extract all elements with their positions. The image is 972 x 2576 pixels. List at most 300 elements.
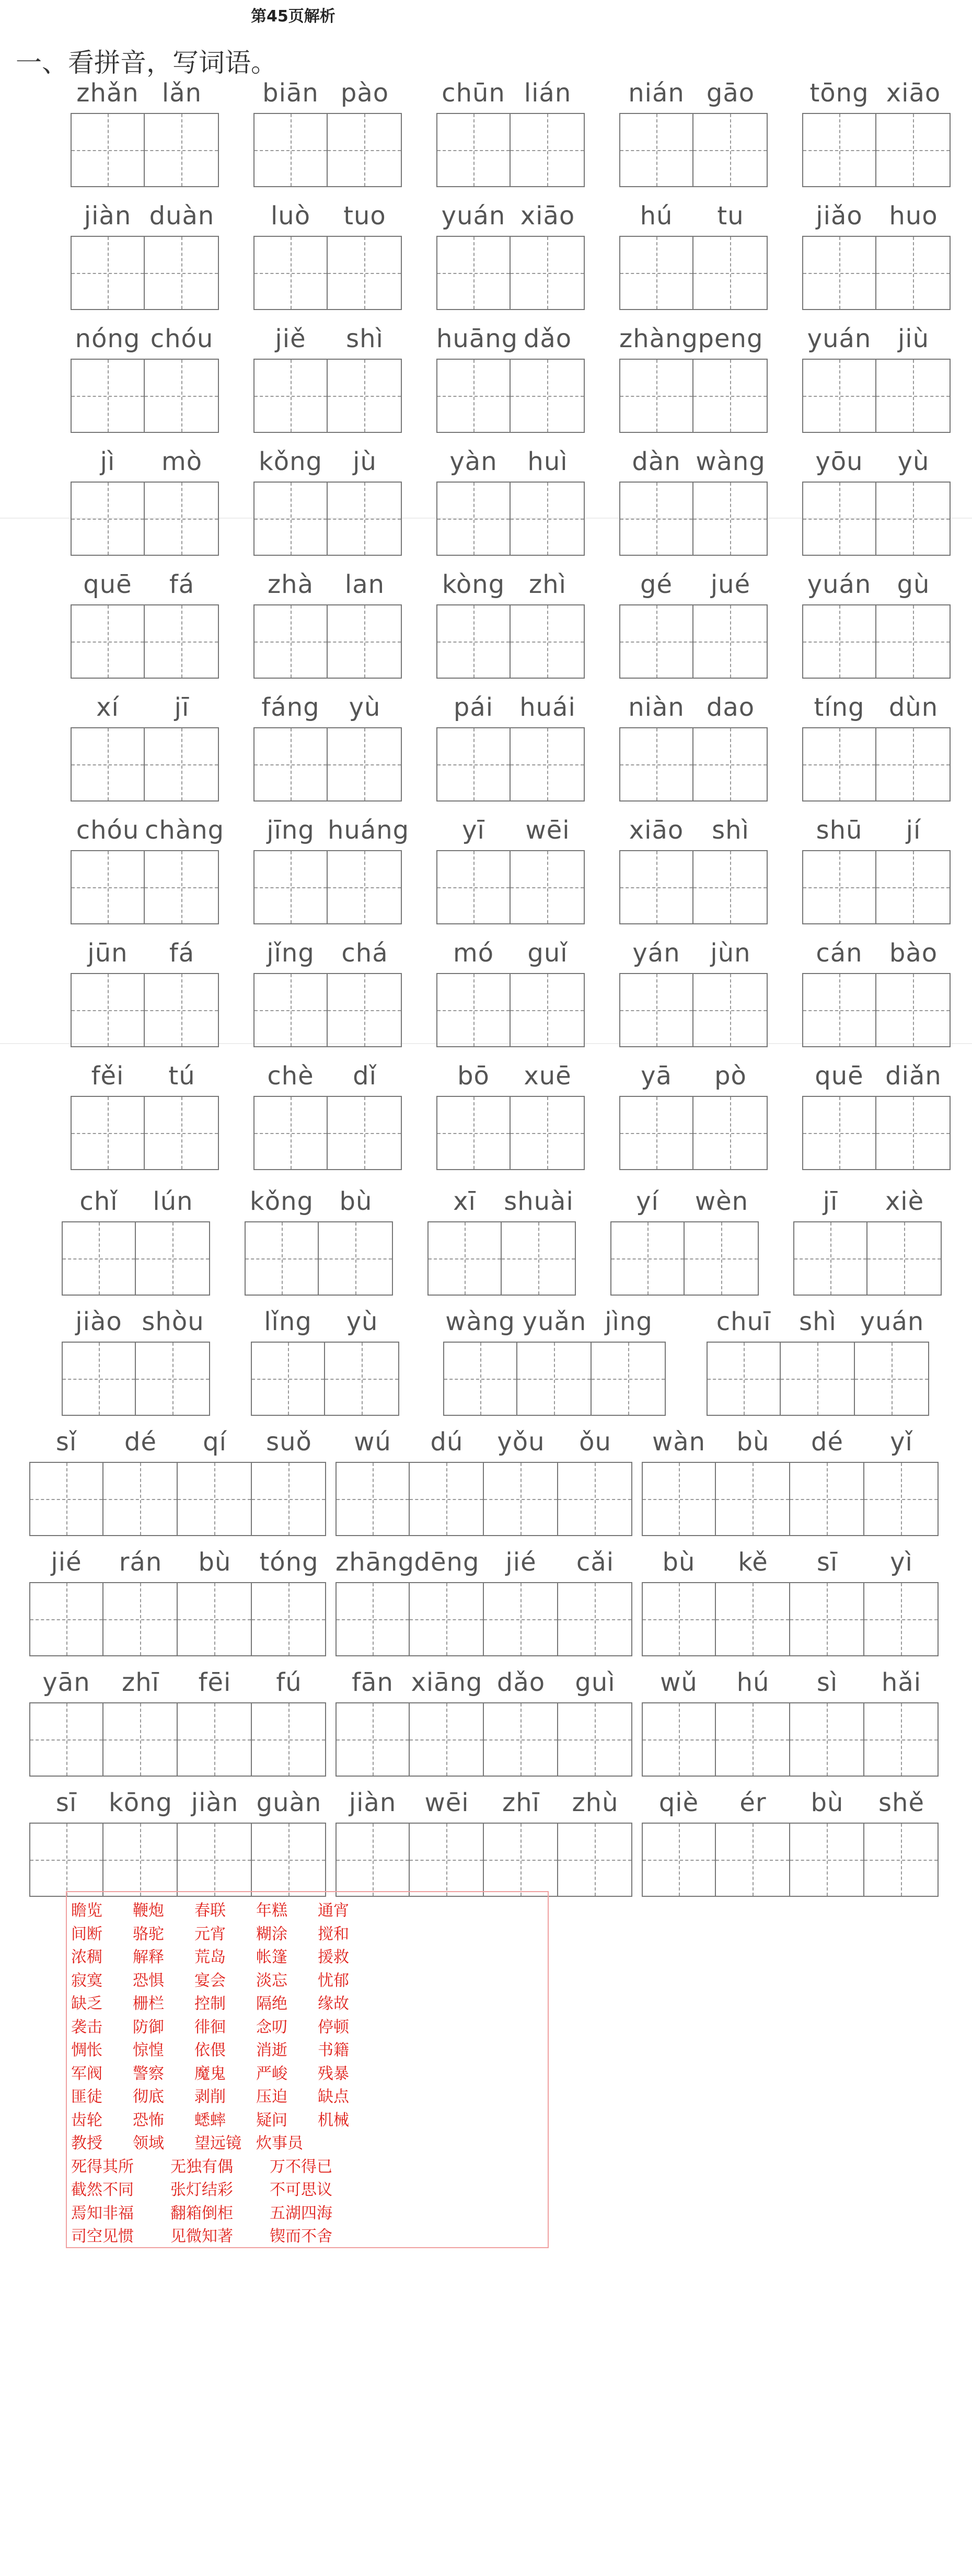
writing-grid-box [876,604,951,679]
grid-guide-vertical [181,114,182,186]
pinyin-syllable: jiě [275,324,306,353]
writing-grid-box [484,1582,558,1656]
pinyin-word [802,1061,951,1170]
pinyin-syllable: wàn [652,1427,706,1457]
answer-word: 搅和 [318,1925,349,1943]
grid-guide-vertical [99,1343,100,1415]
writing-grid-box [253,604,328,679]
pinyin-syllable: huo [889,201,938,231]
pinyin-word [71,570,219,679]
answer-word: 匪徒 [71,2088,102,2106]
grid-guide-vertical [827,1583,828,1655]
pinyin-syllable: jiào [75,1307,122,1336]
pinyin-word [619,570,768,679]
pinyin-syllable: yān [42,1668,90,1697]
pinyin-syllable: wèn [695,1187,749,1216]
grid-guide-vertical [108,974,109,1046]
pinyin-syllable: dǐ [353,1061,377,1091]
pinyin-word [436,570,585,679]
pinyin-syllable: quē [83,570,132,599]
pinyin-word [71,324,219,433]
pinyin-syllable: fān [352,1668,394,1697]
grid-guide-vertical [373,1463,374,1535]
writing-grid-box [29,1702,103,1777]
writing-grid-box [610,1221,685,1296]
writing-grid-box [328,113,402,187]
pinyin-syllable: jùn [710,938,751,968]
writing-grid-box [252,1462,326,1536]
answer-panel [66,1891,549,2248]
grid-guide-vertical [473,728,475,800]
pinyin-word [251,1307,399,1416]
pinyin-syllable: bù [339,1187,373,1216]
pinyin-word [427,1187,576,1296]
pinyin-syllable: bù [198,1548,232,1577]
answer-word: 年糕 [256,1902,287,1920]
pinyin-syllable: dǎo [523,324,572,353]
writing-grid-box [325,1342,399,1416]
grid-guide-vertical [473,483,475,555]
writing-grid-box [145,973,219,1047]
writing-grid-box [484,1702,558,1777]
grid-guide-vertical [656,483,657,555]
writing-grid-box [502,1221,576,1296]
writing-grid-box [62,1342,136,1416]
pinyin-word [619,201,768,310]
writing-grid-box [328,727,402,802]
grid-guide-vertical [108,728,109,800]
grid-guide-vertical [547,114,548,186]
pinyin-syllable: jiǎo [816,201,863,231]
grid-guide-vertical [373,1583,374,1655]
writing-grid-box [178,1462,252,1536]
pinyin-syllable: zhī [502,1788,540,1817]
grid-guide-vertical [465,1222,466,1295]
writing-grid-box [136,1342,210,1416]
answer-word: 截然不同 [71,2181,134,2199]
pinyin-syllable: bù [662,1548,696,1577]
pinyin-word [619,693,768,802]
writing-grid-box [436,1096,511,1170]
pinyin-syllable: yù [346,1307,378,1336]
writing-grid-box [592,1342,666,1416]
writing-grid-box [693,727,768,802]
writing-grid-box [319,1221,393,1296]
grid-guide-vertical [839,483,840,555]
grid-guide-vertical [364,237,365,309]
answer-word: 教授 [71,2134,102,2153]
answer-word: 栅栏 [133,1995,164,2013]
pinyin-syllable: jūn [87,938,128,968]
pinyin-syllable: shū [816,816,863,845]
pinyin-syllable: lún [153,1187,193,1216]
grid-guide-vertical [753,1703,754,1776]
grid-guide-vertical [839,728,840,800]
pinyin-word [253,447,402,556]
answer-word: 恐惧 [133,1971,164,1990]
pinyin-word [436,78,585,187]
writing-grid-box [716,1823,790,1897]
grid-guide-vertical [892,1343,893,1415]
grid-guide-vertical [839,851,840,923]
writing-grid-box [62,1221,136,1296]
pinyin-syllable: bù [736,1427,770,1457]
grid-guide-vertical [473,1097,475,1169]
writing-grid-box [511,727,585,802]
pinyin-word [71,938,219,1047]
grid-guide-vertical [656,114,657,186]
answer-word: 消逝 [256,2041,287,2059]
pinyin-word [619,938,768,1047]
pinyin-syllable: dé [811,1427,843,1457]
pinyin-syllable: wēi [525,816,570,845]
answer-word: 不可思议 [270,2181,332,2199]
grid-guide-vertical [721,1222,722,1295]
writing-grid-box [802,359,876,433]
pinyin-syllable: wàng [445,1307,515,1336]
pinyin-word [436,816,585,924]
writing-grid-box [693,113,768,187]
writing-grid-box [436,113,511,187]
pinyin-syllable: qí [203,1427,227,1457]
pinyin-syllable: qiè [658,1788,699,1817]
writing-grid-box [511,113,585,187]
pinyin-syllable: xiāo [886,78,941,108]
pinyin-word [71,1061,219,1170]
pinyin-syllable: xī [453,1187,476,1216]
grid-guide-vertical [214,1824,215,1896]
pinyin-syllable: yǒu [497,1427,545,1457]
pinyin-word [436,201,585,310]
pinyin-syllable: fěi [91,1061,124,1091]
answer-word: 魔鬼 [194,2064,226,2083]
pinyin-syllable: zhà [267,570,314,599]
writing-grid-box [642,1462,716,1536]
pinyin-word [71,816,225,924]
pinyin-word [29,1427,326,1536]
writing-grid-box [335,1702,410,1777]
grid-guide-vertical [288,1583,290,1655]
grid-guide-vertical [656,360,657,432]
writing-grid-box [335,1462,410,1536]
writing-grid-box [335,1823,410,1897]
pinyin-syllable: guì [575,1668,616,1697]
grid-guide-vertical [181,360,182,432]
answer-word: 锲而不舍 [270,2227,332,2246]
pinyin-word [29,1548,326,1656]
answer-word: 荒岛 [194,1948,226,1966]
pinyin-word [436,693,585,802]
answer-word: 瞻览 [71,1902,102,1920]
pinyin-syllable: yì [890,1548,913,1577]
answer-word: 司空见惯 [71,2227,134,2246]
pinyin-word [802,324,951,433]
pinyin-syllable: tōng [809,78,869,108]
writing-grid-box [693,482,768,556]
answer-word: 解释 [133,1948,164,1966]
answer-word: 惆怅 [71,2041,102,2059]
writing-grid-box [145,604,219,679]
grid-guide-vertical [913,851,914,923]
writing-grid-box [685,1221,759,1296]
grid-guide-vertical [181,974,182,1046]
writing-grid-box [864,1462,939,1536]
grid-guide-vertical [282,1222,283,1295]
grid-guide-vertical [446,1703,447,1776]
writing-grid-box [252,1702,326,1777]
writing-grid-box [410,1823,484,1897]
writing-grid-box [876,236,951,310]
grid-guide-vertical [364,1097,365,1169]
pinyin-syllable: lián [524,78,572,108]
answer-word: 齿轮 [71,2111,102,2130]
grid-guide-vertical [291,360,292,432]
writing-grid-box [802,236,876,310]
pinyin-syllable: wàng [696,447,766,476]
writing-grid-box [802,727,876,802]
grid-guide-vertical [839,974,840,1046]
pinyin-syllable: fú [276,1668,302,1697]
answer-word: 袭击 [71,2018,102,2036]
writing-grid-box [410,1462,484,1536]
pinyin-syllable: jù [353,447,377,476]
writing-grid-box [328,1096,402,1170]
pinyin-syllable: nóng [75,324,141,353]
answer-word: 军阀 [71,2064,102,2083]
pinyin-syllable: zhì [529,570,566,599]
grid-guide-vertical [473,114,475,186]
pinyin-syllable: chuī [716,1307,771,1336]
pinyin-syllable: chè [267,1061,314,1091]
pinyin-syllable: dēng [414,1548,480,1577]
answer-word: 焉知非福 [71,2204,134,2223]
answer-word: 徘徊 [194,2018,226,2036]
writing-grid-box [484,1823,558,1897]
pinyin-syllable: lǐng [264,1307,312,1336]
writing-grid-box [29,1462,103,1536]
writing-grid-box [642,1582,716,1656]
pinyin-syllable: yàn [449,447,497,476]
grid-guide-vertical [827,1463,828,1535]
grid-guide-vertical [355,1222,356,1295]
grid-guide-vertical [595,1583,596,1655]
answer-word: 依偎 [194,2041,226,2059]
answer-word: 望远镜 [194,2134,241,2153]
pinyin-syllable: diǎn [885,1061,942,1091]
pinyin-word [29,1668,326,1777]
answer-word: 残暴 [318,2064,349,2083]
writing-grid-box [103,1462,178,1536]
grid-guide-vertical [839,360,840,432]
pinyin-word [802,78,951,187]
pinyin-word [436,447,585,556]
writing-grid-box [436,973,511,1047]
pinyin-syllable: wǔ [660,1668,698,1697]
pinyin-syllable: jī [174,693,190,722]
pinyin-syllable: biān [262,78,319,108]
writing-grid-box [802,482,876,556]
pinyin-syllable: zhàng [619,324,698,353]
grid-guide-vertical [364,483,365,555]
grid-guide-vertical [730,483,731,555]
writing-grid-box [251,1342,325,1416]
pinyin-syllable: ér [739,1788,767,1817]
grid-guide-vertical [656,237,657,309]
writing-grid-box [619,727,693,802]
pinyin-syllable: tóng [259,1548,319,1577]
writing-grid-box [436,359,511,433]
pinyin-syllable: jiàn [191,1788,239,1817]
pinyin-word [335,1548,632,1656]
pinyin-syllable: hú [640,201,673,231]
grid-guide-vertical [172,1222,173,1295]
writing-grid-box [103,1702,178,1777]
writing-grid-box [71,113,145,187]
pinyin-syllable: pò [714,1061,747,1091]
writing-grid-box [642,1702,716,1777]
grid-guide-vertical [913,728,914,800]
writing-grid-box [864,1702,939,1777]
answer-word: 援救 [318,1948,349,1966]
pinyin-syllable: huáng [328,816,410,845]
grid-guide-vertical [364,728,365,800]
pinyin-word [71,78,219,187]
answer-word: 机械 [318,2111,349,2130]
grid-guide-vertical [520,1703,522,1776]
pinyin-syllable: kě [738,1548,768,1577]
grid-guide-vertical [839,114,840,186]
grid-guide-vertical [730,1097,731,1169]
grid-guide-vertical [901,1703,902,1776]
answer-word: 控制 [194,1995,226,2013]
writing-grid-box [253,850,328,924]
grid-guide-vertical [108,360,109,432]
pinyin-syllable: xiāng [411,1668,483,1697]
grid-guide-vertical [364,974,365,1046]
pinyin-syllable: dùn [888,693,939,722]
pinyin-syllable: quē [815,1061,864,1091]
writing-grid-box [511,973,585,1047]
answer-word: 春联 [194,1902,226,1920]
answer-word: 通宵 [318,1902,349,1920]
pinyin-word [62,1307,210,1416]
writing-grid-box [693,850,768,924]
writing-grid-box [802,1096,876,1170]
writing-grid-box [558,1582,632,1656]
pinyin-syllable: jiàn [84,201,132,231]
writing-grid-box [619,1096,693,1170]
grid-guide-vertical [181,237,182,309]
answer-word: 念叨 [256,2018,287,2036]
grid-guide-vertical [108,483,109,555]
grid-guide-vertical [181,483,182,555]
grid-guide-vertical [214,1463,215,1535]
grid-guide-vertical [446,1463,447,1535]
answer-word: 鞭炮 [133,1902,164,1920]
grid-guide-vertical [66,1824,67,1896]
pinyin-syllable: hú [736,1668,770,1697]
pinyin-word [619,1061,768,1170]
answer-word: 疑问 [256,2111,287,2130]
writing-grid-box [145,1096,219,1170]
pinyin-syllable: niàn [628,693,685,722]
grid-guide-vertical [66,1583,67,1655]
pinyin-syllable: gāo [706,78,755,108]
writing-grid-box [71,850,145,924]
writing-grid-box [876,482,951,556]
grid-guide-vertical [373,1703,374,1776]
pinyin-syllable: yā [641,1061,672,1091]
grid-guide-vertical [647,1222,649,1295]
grid-guide-vertical [108,851,109,923]
grid-guide-vertical [730,974,731,1046]
pinyin-syllable: duàn [149,201,215,231]
writing-grid-box [71,604,145,679]
writing-grid-box [410,1702,484,1777]
writing-grid-box [71,359,145,433]
writing-grid-box [136,1221,210,1296]
pinyin-syllable: kōng [108,1788,173,1817]
pinyin-syllable: shì [799,1307,837,1336]
writing-grid-box [484,1462,558,1536]
grid-guide-vertical [108,605,109,678]
writing-grid-box [619,482,693,556]
pinyin-word [253,816,410,924]
writing-grid-box [103,1582,178,1656]
pinyin-syllable: yuán [441,201,506,231]
pinyin-syllable: cán [816,938,863,968]
pinyin-syllable: jǐng [267,938,315,968]
pinyin-word [802,447,951,556]
writing-grid-box [328,236,402,310]
pinyin-syllable: shě [878,1788,924,1817]
grid-guide-vertical [520,1824,522,1896]
pinyin-syllable: chá [341,938,388,968]
grid-guide-vertical [817,1343,818,1415]
writing-grid-box [864,1582,939,1656]
writing-grid-box [71,236,145,310]
grid-guide-vertical [679,1703,680,1776]
writing-grid-box [145,482,219,556]
answer-word: 防御 [133,2018,164,2036]
grid-guide-vertical [547,974,548,1046]
writing-grid-box [642,1823,716,1897]
writing-grid-box [436,236,511,310]
writing-grid-box [876,850,951,924]
writing-grid-box [802,850,876,924]
pinyin-word [245,1187,393,1296]
pinyin-word [253,693,402,802]
writing-grid-box [335,1582,410,1656]
answer-word: 蟋蟀 [194,2111,226,2130]
pinyin-syllable: jié [51,1548,82,1577]
grid-guide-vertical [181,1097,182,1169]
grid-guide-vertical [291,974,292,1046]
pinyin-syllable: jué [710,570,751,599]
writing-grid-box [558,1823,632,1897]
writing-grid-box [619,359,693,433]
writing-grid-box [693,1096,768,1170]
writing-grid-box [716,1582,790,1656]
pinyin-syllable: jìng [605,1307,653,1336]
writing-grid-box [707,1342,781,1416]
grid-guide-vertical [554,1343,555,1415]
writing-grid-box [876,359,951,433]
grid-guide-vertical [547,851,548,923]
pinyin-word [29,1788,326,1897]
grid-guide-vertical [595,1824,596,1896]
pinyin-syllable: gé [640,570,673,599]
